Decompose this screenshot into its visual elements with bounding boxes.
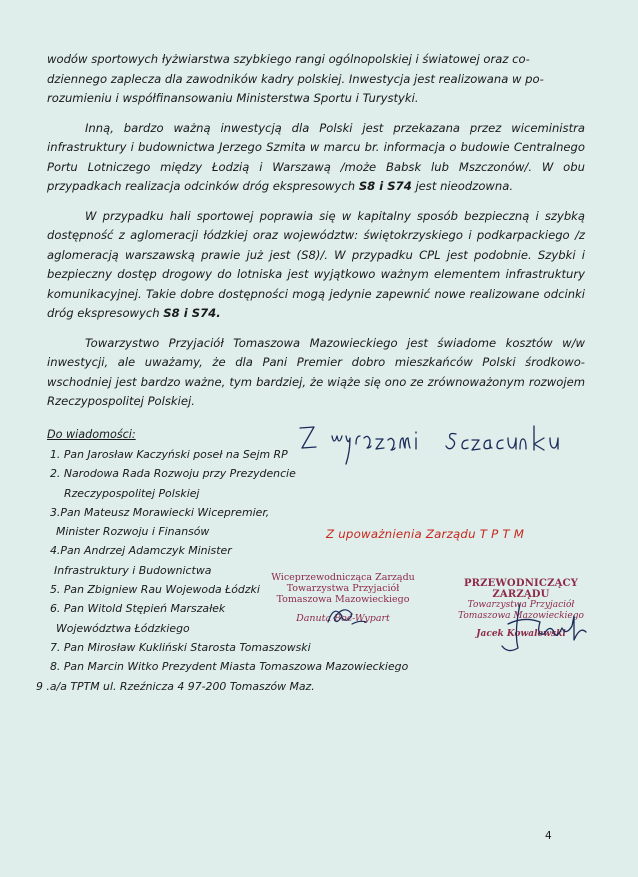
paragraph-2-end: jest nieodzowna. [415,179,514,193]
paragraph-2-roads: S8 i S74 [358,179,412,193]
paragraph-1 [47,50,585,109]
chair-stamp-line: Tomaszowa Mazowieckiego [458,611,584,621]
page-number: 4 [545,830,552,842]
vice-stamp-name: Danuta Boć-Wypart [296,613,390,624]
distribution-title: Do wiadomości: [47,428,136,441]
chairman-signature [486,594,596,664]
distribution-item: 4.Pan Andrzej Adamczyk Minister [50,544,232,558]
paragraph-3 [47,207,585,324]
distribution-item: 6. Pan Witold Stępień Marszałek [50,602,226,616]
paragraph-3-roads: S8 i S74. [163,306,221,320]
distribution-item: Infrastruktury i Budownictwa [54,563,212,577]
chair-stamp-title: PRZEWODNICZĄCY ZARZĄDU [463,578,579,600]
paragraph-3-text: W przypadku hali sportowej poprawia się w kapitalny sposób bezpieczną i szybką dostępność z aglomeracji łódzkiej oraz województw: świętokrzyskiego i podkarpackiego /z aglomeracją warszawską prawie już jest (S8)/. W przypadku CPL jest podobnie. Szybki i bezpieczny dostęp drogowy do lotniska jest wyjątkowo ważnym elementem infrastruktury komunikacyjnej. Takie dobre dostępności mogą jedynie zapewnić nowe realizowane odcinki dróg ekspresowych [47,208,585,320]
paragraph-2-text: Inną, bardzo ważną inwestycją dla Polski jest przekazana przez wiceministra infrastruktury i budownictwa Jerzego Szmita w marcu br. informacja o budowie Centralnego Portu Lotniczego między Łodzią i Warszawą /może Babsk lub Mszczonów/. W obu przypadkach realizacja odcinków dróg ekspresowych [47,120,585,193]
distribution-item: 3.Pan Mateusz Morawiecki Wicepremier, [50,505,270,519]
vice-stamp-line: Wiceprzewodnicząca Zarządu [271,572,415,583]
chair-stamp-name: Jacek Kowalewski [476,629,566,639]
authorization-note: Z upoważnienia Zarządu T P T M [326,527,525,541]
paragraph-1-line-1: wodów sportowych łyżwiarstwa szybkiego rangi ogólnopolskiej i światowej oraz co- [47,52,530,66]
vice-chair-signature [318,600,388,630]
paragraph-1-line-2: dziennego zaplecza dla zawodników kadry polskiej. Inwestycja jest realizowana w po- [47,71,544,86]
distribution-item: Rzeczypospolitej Polskiej [64,486,200,500]
paragraph-4-text: Towarzystwo Przyjaciół Tomaszowa Mazowieckiego jest świadome kosztów w/w inwestycji, ale uważamy, że dla Pani Premier dobro mieszkańców Polski środkowo-wschodniej jest bardzo ważne, tym bardziej, że wiąże się ono ze zrównoważonym rozwojem Rzeczypospolitej Polskiej. [47,335,585,408]
distribution-item: 8. Pan Marcin Witko Prezydent Miasta Tomaszowa Mazowieckiego [50,660,409,674]
chair-stamp-line: Towarzystwa Przyjaciół [467,600,575,610]
distribution-list [36,445,416,696]
distribution-item: 1. Pan Jarosław Kaczyński poseł na Sejm RP [50,448,288,461]
paragraph-1-line-3: rozumieniu i współfinansowaniu Ministerstwa Sportu i Turystyki. [47,91,419,105]
distribution-item: Minister Rozwoju i Finansów [56,525,210,539]
distribution-item: Województwa Łódzkiego [56,621,190,635]
paragraph-4 [47,334,585,412]
vice-stamp-line: Tomaszowa Mazowieckiego [276,594,410,605]
distribution-item: 5. Pan Zbigniew Rau Wojewoda Łódzki [50,583,260,597]
vice-stamp-line: Towarzystwa Przyjaciół [286,583,400,594]
distribution-item: 2. Narodowa Rada Rozwoju przy Prezydencie [50,467,296,481]
distribution-item: 7. Pan Mirosław Kukliński Starosta Tomaszowski [50,640,311,654]
letter-body [47,50,585,422]
paragraph-2 [47,119,585,197]
distribution-item: 9 .a/a TPTM ul. Rzeźnicza 4 97-200 Tomaszów Maz. [36,679,315,693]
